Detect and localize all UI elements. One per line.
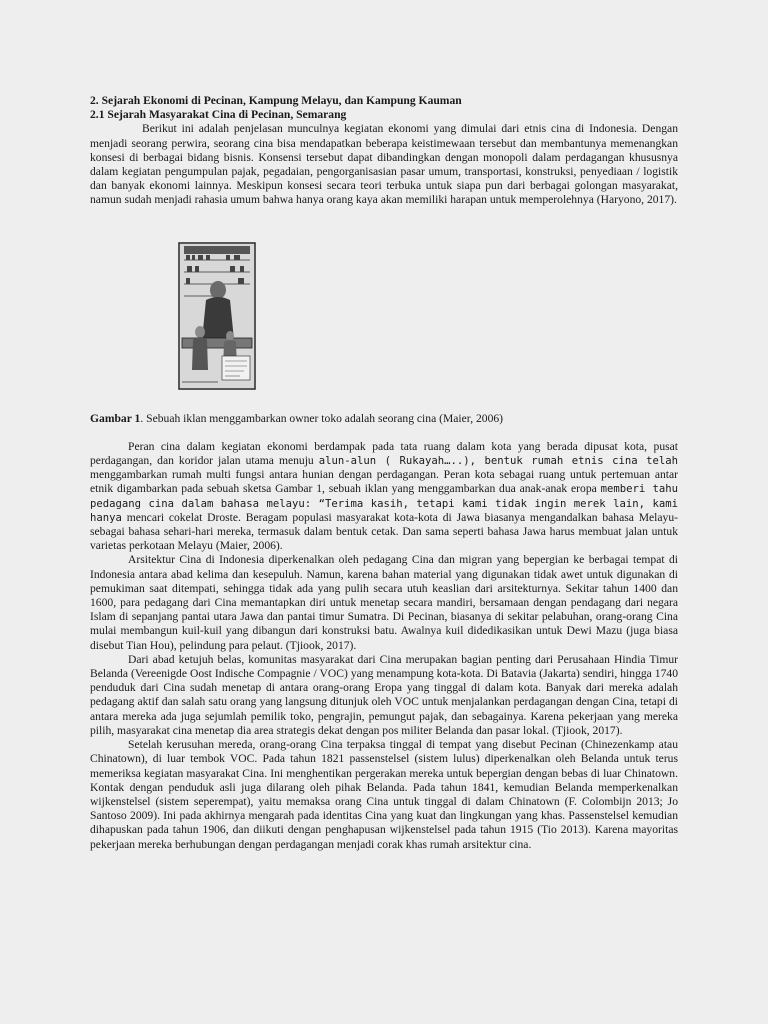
document-body (90, 94, 678, 852)
figure-1 (90, 242, 678, 390)
shop-advertisement-illustration (178, 242, 256, 390)
figure-caption-text: . Sebuah iklan menggambarkan owner toko adalah seorang cina (Maier, 2006) (140, 411, 504, 425)
paragraph-4: Setelah kerusuhan mereda, orang-orang Cina terpaksa tinggal di tempat yang disebut Pecinan (Chinezenkamp atau Chinatown), di luar tembok VOC. Pada tahun 1821 passenstelsel (sistem lulus) diperkenalkan oleh Belanda untuk terus memeriksa kegiatan masyarakat Cina. Ini menghentikan pergerakan mereka untuk bepergian dengan bebas di luar Chinatown. Kontak dengan penduduk asli juga dilarang oleh pihak Belanda. Pada tahun 1841, kemudian Belanda memperkenalkan wijkenstelsel (sistem seperempat), yaitu memaksa orang Cina untuk tinggal di dalam Chinatown (F. Colombijn 2013; Jo Santoso 2009). Ini pada akhirnya mengarah pada identitas Cina yang kuat dan lingkungan yang khas. Passenstelsel kemudian dihapuskan pada tahun 1906, dan diikuti dengan penghapusan wijkenstelsel pada tahun 1915 (Tio 2013). Karena mayoritas pekerjaan mereka berhubungan dengan perdagangan menjadi corak khas rumah arsitektur cina. (90, 738, 678, 851)
paragraph-1-part-e: mencari cokelat Droste. Beragam populasi masyarakat kota-kota di Jawa biasanya mengandalkan bahasa Melayu-sebagai bahasa sehari-hari mereka, termasuk dalam bentuk cetak. Dan sama seperti bahasa Jawa harus membuat jalan untuk varietas perkotaan Melayu (Maier, 2006). (90, 510, 678, 553)
section-heading: 2. Sejarah Ekonomi di Pecinan, Kampung Melayu, dan Kampung Kauman (90, 94, 462, 107)
paragraph-3: Dari abad ketujuh belas, komunitas masyarakat dari Cina merupakan bagian penting dari Perusahaan Hindia Timur Belanda (Vereenigde Oost Indische Compagnie / VOC) yang menampung kota-kota. Di Batavia (Jakarta) sendiri, hingga 1740 penduduk dari Cina sudah menetap di antara orang-orang Eropa yang tinggal di dalam kota. Banyak dari mereka adalah pedagang aktif dan salah satu orang yang langsung ditunjuk oleh VOC untuk menjalankan perdagangan dengan Cina, tetapi di antara mereka ada juga sejumlah pemilik toko, pengrajin, pemungut pajak, dan sebagainya. Karena pekerjaan yang mereka pilih, masyarakat cina menetap dia area strategis dekat dengan pos militer Belanda dan pasar lokal. (Tjiook, 2017). (90, 652, 678, 737)
paragraph-1-part-a: Peran cina dalam kegiatan ekonomi berdampak pada tata ruang dalam kota yang berada dipusat kota, pusat perdagangan, dan koridor jalan utama menuju (90, 439, 678, 468)
paragraph-1-part-d: memberi tahu pedagang cina dalam bahasa melayu: “Terima kasih, tetapi kami tidak ingin merek lain, kami hanya (90, 483, 678, 524)
paragraph-1-part-c: menggambarkan rumah multi fungsi antara hunian dengan perdagangan. Peran kota sebagai ruang untuk pertemuan antar etnik digambarkan pada sebuah sketsa Gambar 1, sebuah iklan yang menggambarkan dua anak-anak eropa (90, 468, 678, 496)
paragraph-1 (90, 440, 678, 554)
paragraph-2: Arsitektur Cina di Indonesia diperkenalkan oleh pedagang Cina dan migran yang bepergian ke berbagai tempat di Indonesia antara abad kelima dan kesepuluh. Namun, karena bahan material yang digunakan tidak awet untuk digunakan di pemukiman saat ditempati, sehingga tidak ada yang pulih secara utuh keaslian dari arsitekturnya. Sekitar tahun 1400 dan 1600, para pedagang dari Cina memantapkan diri untuk menetap secara mandiri, bersamaan dengan pendagang dari negara Islam di sepanjang pantai utara Jawa dan pantai timur Sumatra. Di Pecinan, biasanya di sekitar pelabuhan, orang-orang Cina mulai membangun kuil-kuil yang dibangun dari konstruksi batu. Awalnya kuil didedikasikan untuk Dewi Mazu (juga biasa disebut Tian Hou), pelindung para pelaut. (Tjiook, 2017). (90, 553, 678, 652)
intro-paragraph: Berikut ini adalah penjelasan munculnya kegiatan ekonomi yang dimulai dari etnis cina di Indonesia. Dengan menjadi seorang perwira, seorang cina bisa mendapatkan beberapa keistimewaan tersebut dan membantunya memenangkan konsesi di berbagai bidang bisnis. Konsensi tersebut dapat dibandingkan dengan monopoli dalam perdagangan khususnya dalam kegiatan pengumpulan pajak, pegadaian, pengorganisasian pasar umum, transportasi, konstruksi, penyediaan / logistik dan banyak ekonomi lainnya. Meskipun konsesi secara teori terbuka untuk siapa pun dari berbagai golongan masyarakat, namun sudah menjadi rahasia umum bahwa hanya orang kaya akan memiliki harapan untuk memperolehnya (Haryono, 2017). (90, 122, 678, 207)
subsection-heading: 2.1 Sejarah Masyarakat Cina di Pecinan, Semarang (90, 108, 347, 122)
figure-caption (90, 412, 678, 426)
figure-caption-label: Gambar 1 (90, 411, 141, 425)
paragraph-1-part-b: alun-alun ( Rukayah…..), bentuk rumah etnis cina telah (318, 455, 678, 468)
